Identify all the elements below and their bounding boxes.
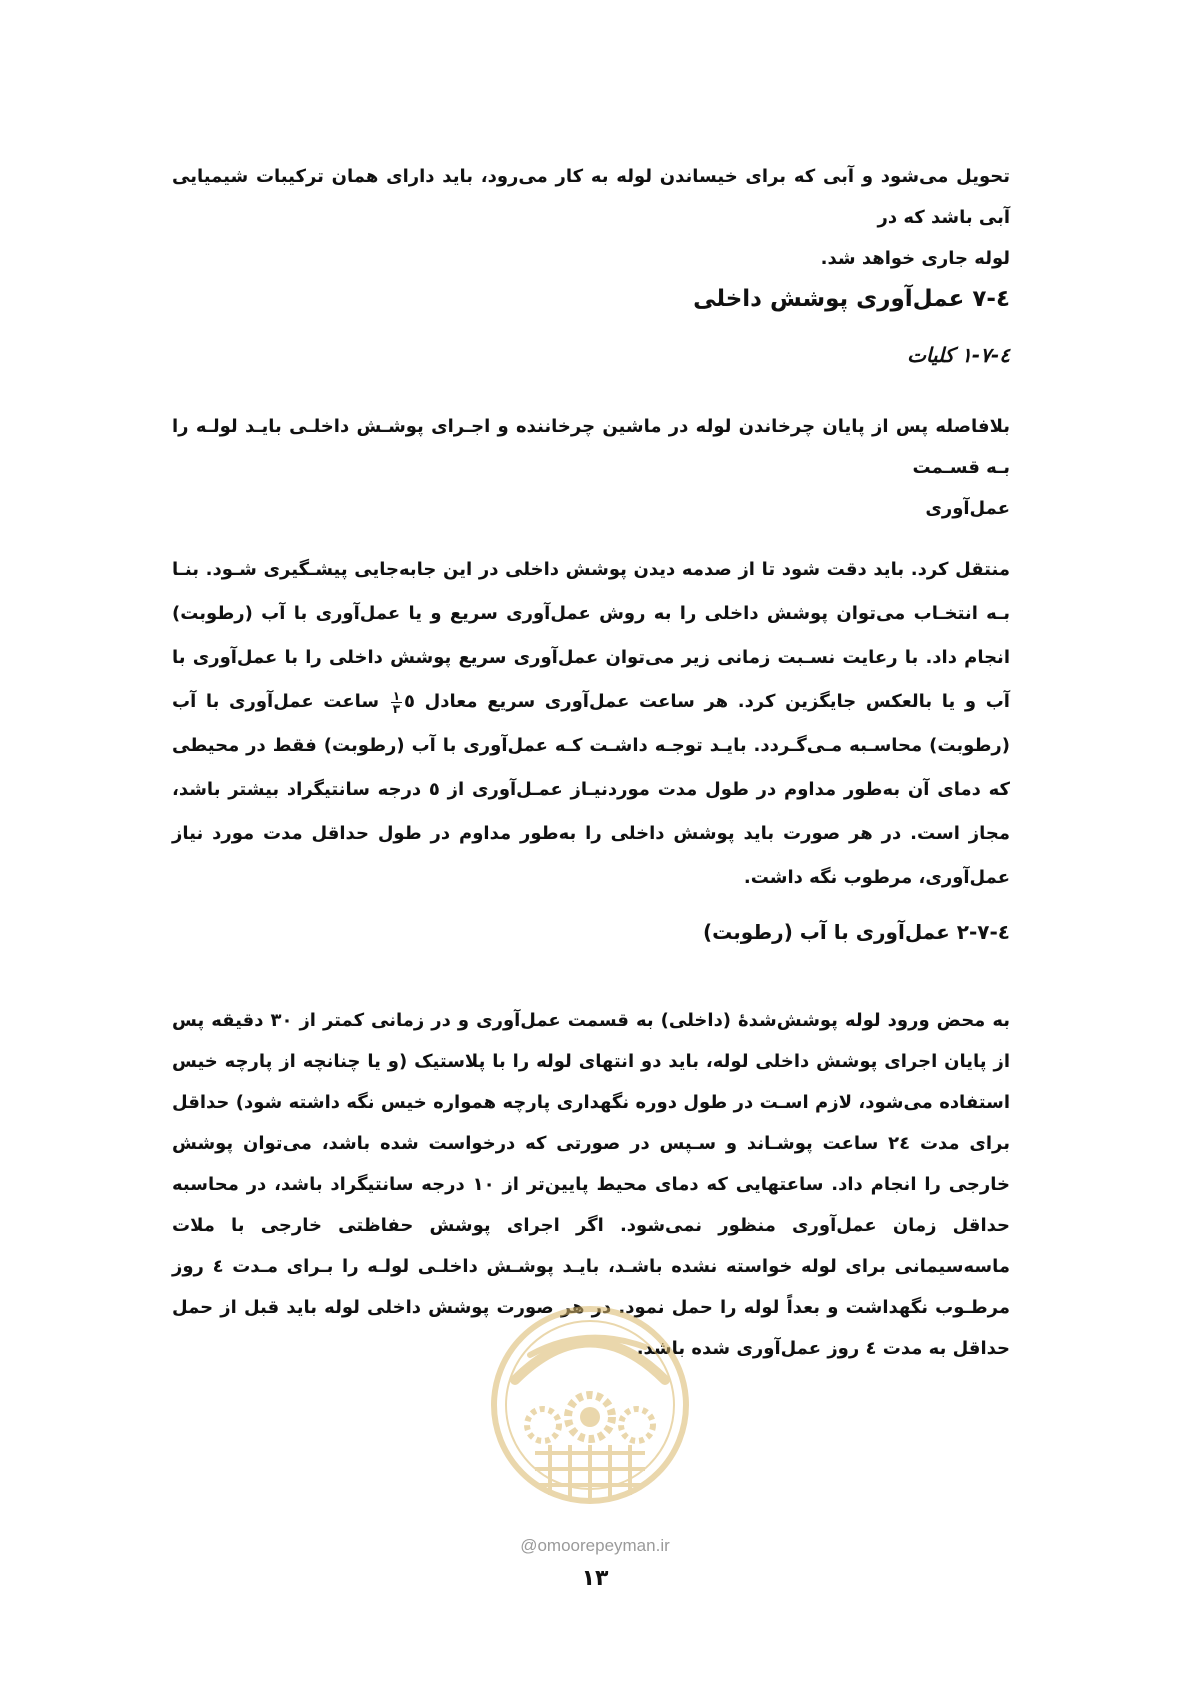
intro-line-2: لوله جاری خواهد شد.	[820, 248, 1010, 269]
watermark-site-text: @omoorepeyman.ir	[520, 1536, 670, 1555]
subsection-1-line-2: عمل‌آوری	[925, 498, 1010, 519]
subsection-1-line-1: بلافاصله پس از پایان چرخاندن لوله در ماشین چرخاننده و اجـرای پوشـش داخلـی بایـد لولـه را بـه قسـمت	[172, 416, 1010, 478]
fraction-whole: ٥	[404, 691, 416, 712]
intro-line-1: تحویل می‌شود و آبی که برای خیساندن لوله به کار می‌رود، باید دارای همان ترکیبات شیمیایی آبی باشد که در	[172, 166, 1010, 228]
fraction-denominator: ٣	[392, 701, 401, 716]
fraction	[391, 690, 402, 715]
subsection-1-paragraph-1	[172, 406, 1010, 529]
fraction-numerator: ١	[392, 688, 401, 703]
page-number: ١٣	[581, 1566, 609, 1591]
section-heading: ٤-٧ عمل‌آوری پوشش داخلی	[693, 286, 1010, 312]
subsection-2-heading: ٤-٧-٢ عمل‌آوری با آب (رطوبت)	[702, 920, 1010, 944]
subsection-2-paragraph: به محض ورود لوله پوشش‌شدهٔ (داخلی) به قسمت عمل‌آوری و در زمانی کمتر از ٣٠ دقیقه پس از پایان اجرای پوشش داخلی لوله، باید دو انتهای لوله را با پلاستیک (و یا چنانچه از پارچه خیس استفاده می‌شود، لازم اسـت در طول دوره نگهداری پارچه همواره خیس نگه داشته شود) حداقل برای مدت ٢٤ ساعت پوشـاند و سـپس در صورتی که درخواست شده باشد، می‌توان پوشش خارجی را انجام داد. ساعتهایی که دمای محیط پایین‌تر از ١٠ درجه سانتیگراد باشد، در محاسبه حداقل زمان عمل‌آوری منظور نمی‌شود. اگر اجرای پوشش حفاظتی خارجی با ملات ماسه‌سیمانی برای لوله خواسته نشده باشـد، بایـد پوشـش داخلـی لولـه را بـرای مـدت ٤ روز مرطـوب نگهداشت و بعداً لوله را حمل نمود. در هر صورت پوشش داخلی لوله باید قبل از حمل حداقل به مدت ٤ روز عمل‌آوری شده باشد.	[172, 1010, 1010, 1359]
subsection-1-paragraph-2	[172, 548, 1010, 900]
paragraph-text-before-fraction: منتقل کرد. باید دقت شود تا از صدمه دیدن پوشش داخلی در این جابه‌جایی پیشـگیری شـود. بنـا بـه انتخـاب می‌توان پوشش داخلی را به روش عمل‌آوری سریع و یا عمل‌آوری با آب (رطوبت) انجام داد. با رعایت نسـبت زمانی زیر می‌توان عمل‌آوری سریع پوشش داخلی را با عمل‌آوری با آب و یا بالعکس جایگزین کرد. هر ساعت عمل‌آوری سریع معادل	[172, 559, 1010, 712]
intro-paragraph	[172, 156, 1010, 279]
watermark-logo	[475, 1285, 705, 1525]
paragraph-text-after-fraction: ساعت عمل‌آوری با آب (رطوبت) محاسـبه مـی‌گـردد. بایـد توجـه داشـت کـه عمل‌آوری با آب (رطوبت) فقط در محیطی که دمای آن به‌طور مداوم در طول مدت موردنیـاز عمـل‌آوری از ٥ درجه سانتیگراد بیشتر باشد، مجاز است. در هر صورت باید پوشش داخلی را به‌طور مداوم در طول حداقل مدت مورد نیاز عمل‌آوری، مرطوب نگه داشت.	[172, 691, 1010, 888]
subsection-1-heading: ٤-٧-١ کلیات	[907, 343, 1010, 367]
